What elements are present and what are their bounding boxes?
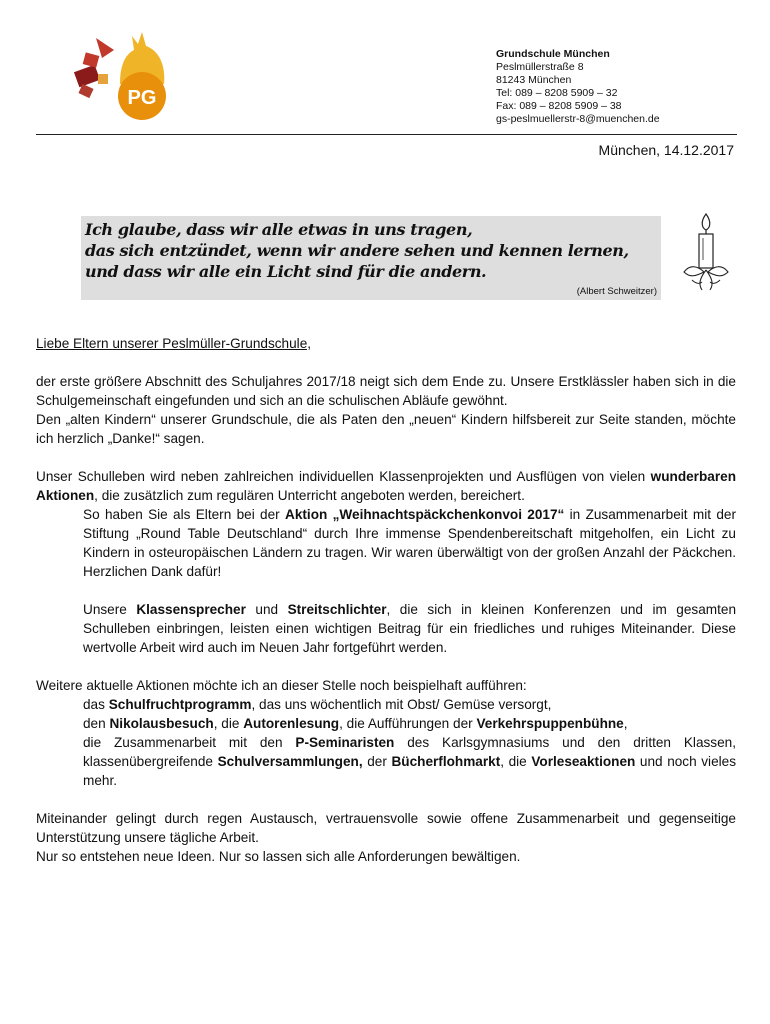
quote-author: (Albert Schweitzer) — [576, 286, 657, 297]
school-contact-block — [496, 48, 660, 126]
quote-line-1: Ich glaube, dass wir alle etwas in uns tragen, — [85, 220, 473, 239]
activity-line-fruit: das Schulfruchtprogramm, das uns wöchentlich mit Obst/ Gemüse versorgt, — [83, 697, 552, 712]
quote-box — [81, 216, 661, 300]
paragraph-thanks-patrons: Den „alten Kindern“ unserer Grundschule, die als Paten den „neuen“ Kindern hilfsbereit zur Seite standen, möchte ich herzlich „Danke!“ sagen. — [36, 412, 736, 446]
letter-body — [36, 334, 736, 866]
paragraph-closing: Nur so entstehen neue Ideen. Nur so lassen sich alle Anforderungen bewältigen. — [36, 849, 521, 864]
fax-number: Fax: 089 – 8208 5909 – 38 — [496, 100, 622, 112]
address-street: Peslmüllerstraße 8 — [496, 61, 584, 73]
salutation: Liebe Eltern unserer Peslmüller-Grundschule, — [36, 336, 312, 351]
email-address: gs-peslmuellerstr-8@muenchen.de — [496, 113, 660, 125]
phone-number: Tel: 089 – 8208 5909 – 32 — [496, 87, 618, 99]
candle-icon — [676, 210, 736, 294]
paragraph-class-speakers: Unsere Klassensprecher und Streitschlichter, die sich in kleinen Konferenzen und im gesamten Schulleben einbringen, leisten einen wichtigen Beitrag für ein friedliches und ruhiges Miteinander. Diese wertvolle Arbeit wird auch im Neuen Jahr fortgeführt werden. — [83, 602, 736, 655]
quote-line-2: das sich entzündet, wenn wir andere sehen und kennen lernen, — [85, 241, 629, 260]
letter-date: München, 14.12.2017 — [598, 142, 734, 158]
paragraph-christmas-convoy: So haben Sie als Eltern bei der Aktion „Weihnachtspäckchenkonvoi 2017“ in Zusammenarbeit mit der Stiftung „Round Table Deutschland“ durch Ihre immense Spendenbereitschaft mitgeholfen, ein Licht zu Kindern in osteuropäischen Ländern zu tragen. Wir waren überwältigt von der großen Anzahl der Päckchen. Herzlichen Dank dafür! — [83, 507, 736, 579]
paragraph-intro: der erste größere Abschnitt des Schuljahres 2017/18 neigt sich dem Ende zu. Unsere Erstklässler haben sich in die Schulgemeinschaft eingefunden und sich an die schulischen Abläufe gewöhnt. — [36, 374, 736, 408]
paragraph-activities-intro: Weitere aktuelle Aktionen möchte ich an dieser Stelle noch beispielhaft aufführen: — [36, 678, 527, 693]
paragraph-cooperation: Miteinander gelingt durch regen Austausch, vertrauensvolle sowie offene Zusammenarbeit und gegenseitige Unterstützung unsere tägliche Arbeit. — [36, 811, 736, 845]
school-name: Grundschule München — [496, 48, 610, 60]
address-city: 81243 München — [496, 74, 572, 86]
activity-line-seminar: die Zusammenarbeit mit den P-Seminaristen des Karlsgymnasiums und den dritten Klassen, klassenübergreifende Schulversammlungen, der Bücherflohmarkt, die Vorleseaktionen und noch vieles mehr. — [83, 735, 737, 788]
paragraph-school-life: Unser Schulleben wird neben zahlreichen individuellen Klassenprojekten und Ausflügen von vielen wunderbaren Aktionen, die zusätzlich zum regulären Unterricht angeboten werden, bereichert. — [36, 469, 736, 503]
quote-line-3: und dass wir alle ein Licht sind für die andern. — [85, 262, 487, 281]
logo-text: PG — [127, 87, 157, 109]
header-divider — [36, 134, 737, 135]
activity-line-nikolaus: den Nikolausbesuch, die Autorenlesung, die Aufführungen der Verkehrspuppenbühne, — [83, 716, 628, 731]
school-logo — [62, 24, 190, 124]
